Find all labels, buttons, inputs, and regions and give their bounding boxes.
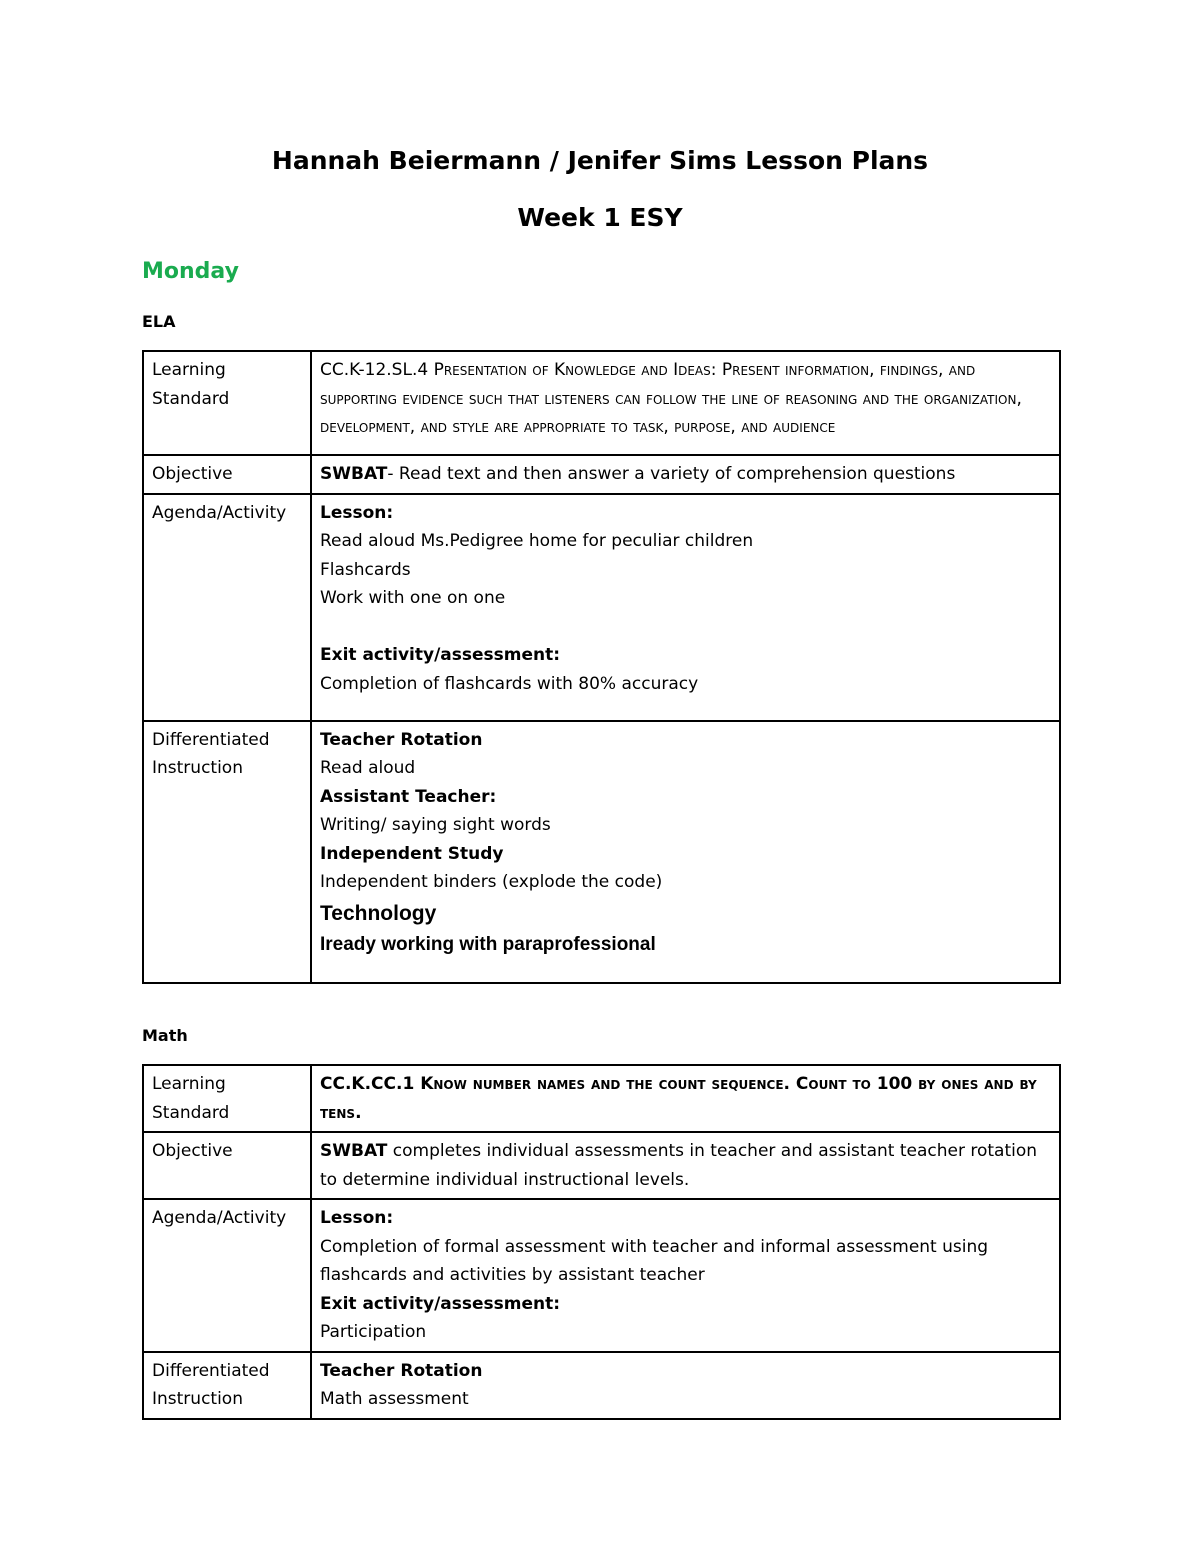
learning-standard-label: Learning Standard: [143, 1065, 311, 1132]
assistant-teacher-heading: Assistant Teacher:: [320, 786, 497, 807]
table-row: [143, 351, 1060, 455]
objective-prefix: SWBAT: [320, 1141, 388, 1161]
technology-text: Iready working with paraprofessional: [320, 933, 656, 955]
learning-standard-label: Learning Standard: [143, 351, 311, 455]
objective-text: completes individual assessments in teacher and assistant teacher rotation to determine individual instructional levels.: [320, 1141, 1038, 1190]
math-lesson-table: [142, 1064, 1061, 1420]
ela-lesson-table: [142, 350, 1061, 984]
math-heading: Math: [142, 1026, 188, 1045]
differentiated-cell: [311, 721, 1060, 983]
assistant-teacher-text: Writing/ saying sight words: [320, 815, 551, 835]
lesson-text: Completion of formal assessment with teacher and informal assessment using flashcards and activities by assistant teacher: [320, 1236, 989, 1285]
lesson-heading: Lesson:: [320, 1208, 394, 1228]
agenda-item: Read aloud Ms.Pedigree home for peculiar children: [320, 531, 754, 551]
lesson-heading: Lesson:: [320, 502, 394, 523]
table-row: [143, 455, 1060, 494]
independent-study-text: Independent binders (explode the code): [320, 872, 663, 892]
exit-heading: Exit activity/assessment:: [320, 1293, 561, 1314]
objective-label: Objective: [143, 455, 311, 494]
spacer: [320, 613, 1051, 642]
table-row: [143, 721, 1060, 983]
table-row: [143, 494, 1060, 721]
day-heading: Monday: [142, 259, 239, 284]
objective-cell: [311, 455, 1060, 494]
document-subtitle: Week 1 ESY: [517, 203, 683, 232]
objective-label: Objective: [143, 1132, 311, 1199]
agenda-label: Agenda/Activity: [143, 1199, 311, 1352]
teacher-rotation-heading: Teacher Rotation: [320, 1360, 483, 1381]
technology-heading: Technology: [320, 901, 437, 925]
agenda-cell: [311, 1199, 1060, 1352]
differentiated-cell: [311, 1352, 1060, 1419]
agenda-cell: [311, 494, 1060, 721]
table-row: [143, 1132, 1060, 1199]
exit-heading: Exit activity/assessment:: [320, 645, 561, 665]
teacher-rotation-text: Read aloud: [320, 758, 416, 778]
objective-text: - Read text and then answer a variety of comprehension questions: [387, 464, 956, 484]
agenda-item: Work with one on one: [320, 588, 506, 608]
document-title: Hannah Beiermann / Jenifer Sims Lesson Plans: [271, 146, 929, 175]
ela-heading: ELA: [142, 312, 176, 331]
differentiated-label: Differentiated Instruction: [143, 1352, 311, 1419]
objective-prefix: SWBAT: [320, 464, 388, 484]
learning-standard-text: CC.K.CC.1 Know number names and the count sequence. Count to 100 by ones and by tens.: [311, 1065, 1060, 1132]
table-row: [143, 1065, 1060, 1132]
agenda-item: Flashcards: [320, 559, 411, 580]
exit-text: Completion of flashcards with 80% accuracy: [320, 673, 699, 694]
exit-text: Participation: [320, 1322, 427, 1342]
table-row: [143, 1352, 1060, 1419]
agenda-label: Agenda/Activity: [143, 494, 311, 721]
teacher-rotation-heading: Teacher Rotation: [320, 729, 483, 750]
differentiated-label: Differentiated Instruction: [143, 721, 311, 983]
teacher-rotation-text: Math assessment: [320, 1389, 469, 1409]
objective-cell: [311, 1132, 1060, 1199]
learning-standard-text: CC.K-12.SL.4 Presentation of Knowledge and Ideas: Present information, findings, and supporting evidence such that listeners can follow the line of reasoning and the organization, development, and style are appropriate to task, purpose, and audience: [311, 351, 1060, 455]
table-row: [143, 1199, 1060, 1352]
independent-study-heading: Independent Study: [320, 843, 504, 864]
